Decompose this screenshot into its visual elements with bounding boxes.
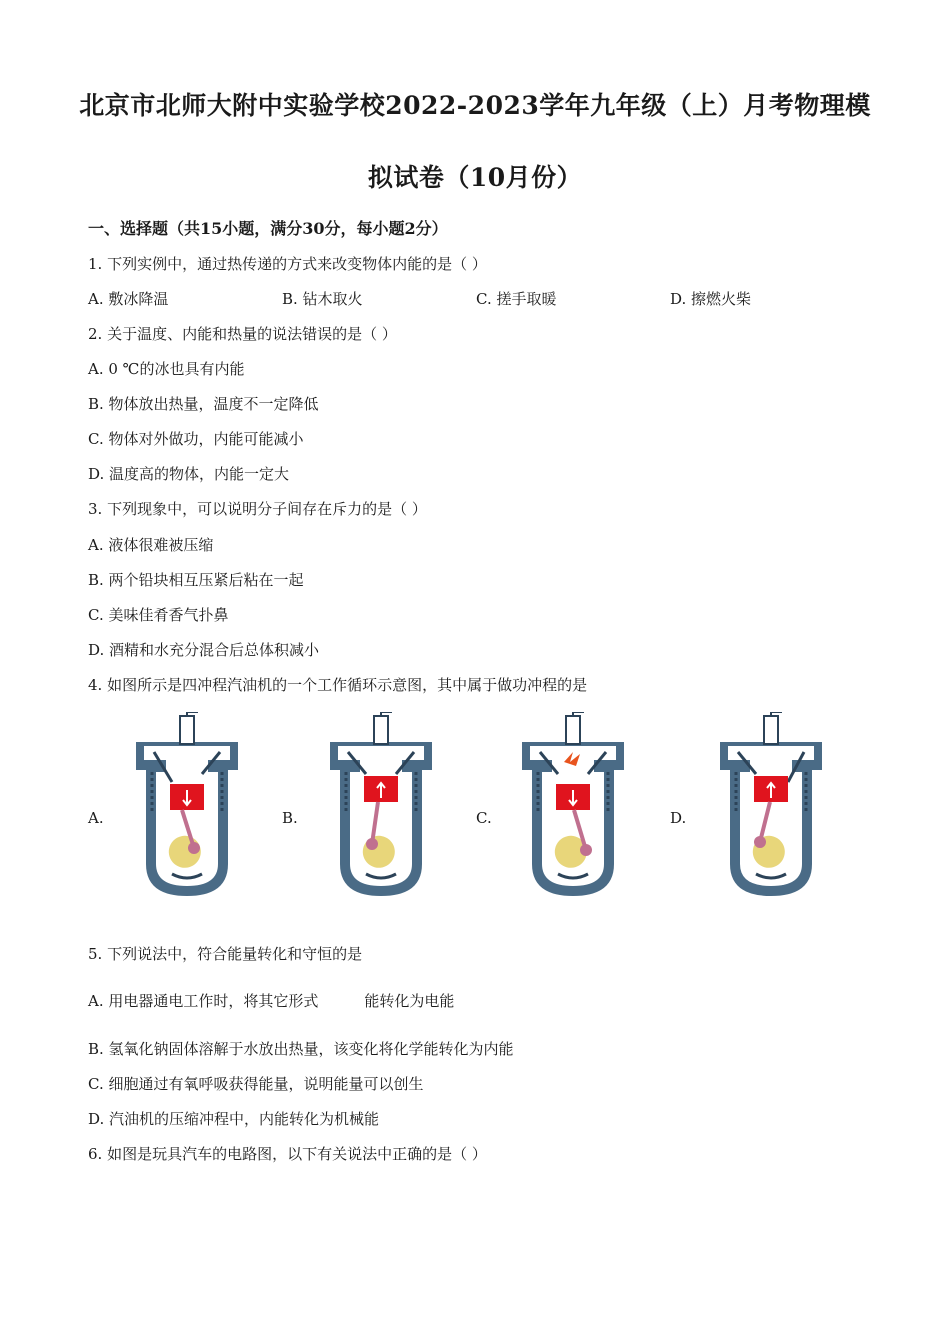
question-5-option-d: D. 汽油机的压缩冲程中，内能转化为机械能 bbox=[88, 1110, 380, 1128]
question-5-option-a-part2: 能转化为电能 bbox=[364, 992, 455, 1010]
question-3-option-a: A. 液体很难被压缩 bbox=[88, 536, 214, 554]
question-2-option-b: B. 物体放出热量，温度不一定降低 bbox=[88, 395, 319, 413]
question-3-option-d: D. 酒精和水充分混合后总体积减小 bbox=[88, 641, 320, 659]
question-1-option-c: C. 搓手取暖 bbox=[476, 290, 557, 308]
question-1-stem: 1. 下列实例中，通过热传递的方式来改变物体内能的是（ ） bbox=[88, 255, 487, 273]
question-4-label-a: A. bbox=[88, 809, 104, 827]
question-3-option-b: B. 两个铅块相互压紧后粘在一起 bbox=[88, 571, 304, 589]
question-1-option-b: B. 钻木取火 bbox=[282, 290, 363, 308]
question-1-option-a: A. 敷冰降温 bbox=[88, 290, 169, 308]
question-4-label-b: B. bbox=[282, 809, 298, 827]
question-4-label-c: C. bbox=[476, 809, 492, 827]
question-1-option-d: D. 擦燃火柴 bbox=[670, 290, 752, 308]
question-6-stem: 6. 如图是玩具汽车的电路图，以下有关说法中正确的是（ ） bbox=[88, 1145, 487, 1163]
question-4-stem: 4. 如图所示是四冲程汽油机的一个工作循环示意图，其中属于做功冲程的是 bbox=[88, 676, 588, 694]
question-3-option-c: C. 美味佳肴香气扑鼻 bbox=[88, 606, 229, 624]
engine-diagram-a bbox=[132, 712, 242, 902]
question-3-stem: 3. 下列现象中，可以说明分子间存在斥力的是（ ） bbox=[88, 500, 427, 518]
question-4-label-d: D. bbox=[670, 809, 687, 827]
question-5-option-a bbox=[88, 990, 454, 1011]
page-title-line-2: 拟试卷（10月份） bbox=[367, 163, 583, 192]
question-5-option-b: B. 氢氧化钠固体溶解于水放出热量，该变化将化学能转化为内能 bbox=[88, 1040, 514, 1058]
engine-diagram-d bbox=[716, 712, 826, 902]
question-5-option-a-part1: A. 用电器通电工作时，将其它形式 bbox=[88, 992, 319, 1010]
question-5-stem: 5. 下列说法中，符合能量转化和守恒的是 bbox=[88, 945, 363, 963]
section-heading: 一、选择题（共15小题，满分30分，每小题2分） bbox=[88, 219, 448, 238]
question-2-option-c: C. 物体对外做功，内能可能减小 bbox=[88, 430, 304, 448]
question-2-stem: 2. 关于温度、内能和热量的说法错误的是（ ） bbox=[88, 325, 397, 343]
question-2-option-a: A. 0 ℃的冰也具有内能 bbox=[88, 360, 245, 378]
page-title-line-1: 北京市北师大附中实验学校2022-2023学年九年级（上）月考物理模 bbox=[79, 91, 871, 120]
engine-diagram-b bbox=[326, 712, 436, 902]
engine-diagram-c bbox=[518, 712, 628, 902]
question-2-option-d: D. 温度高的物体，内能一定大 bbox=[88, 465, 290, 483]
question-5-option-c: C. 细胞通过有氧呼吸获得能量，说明能量可以创生 bbox=[88, 1075, 424, 1093]
